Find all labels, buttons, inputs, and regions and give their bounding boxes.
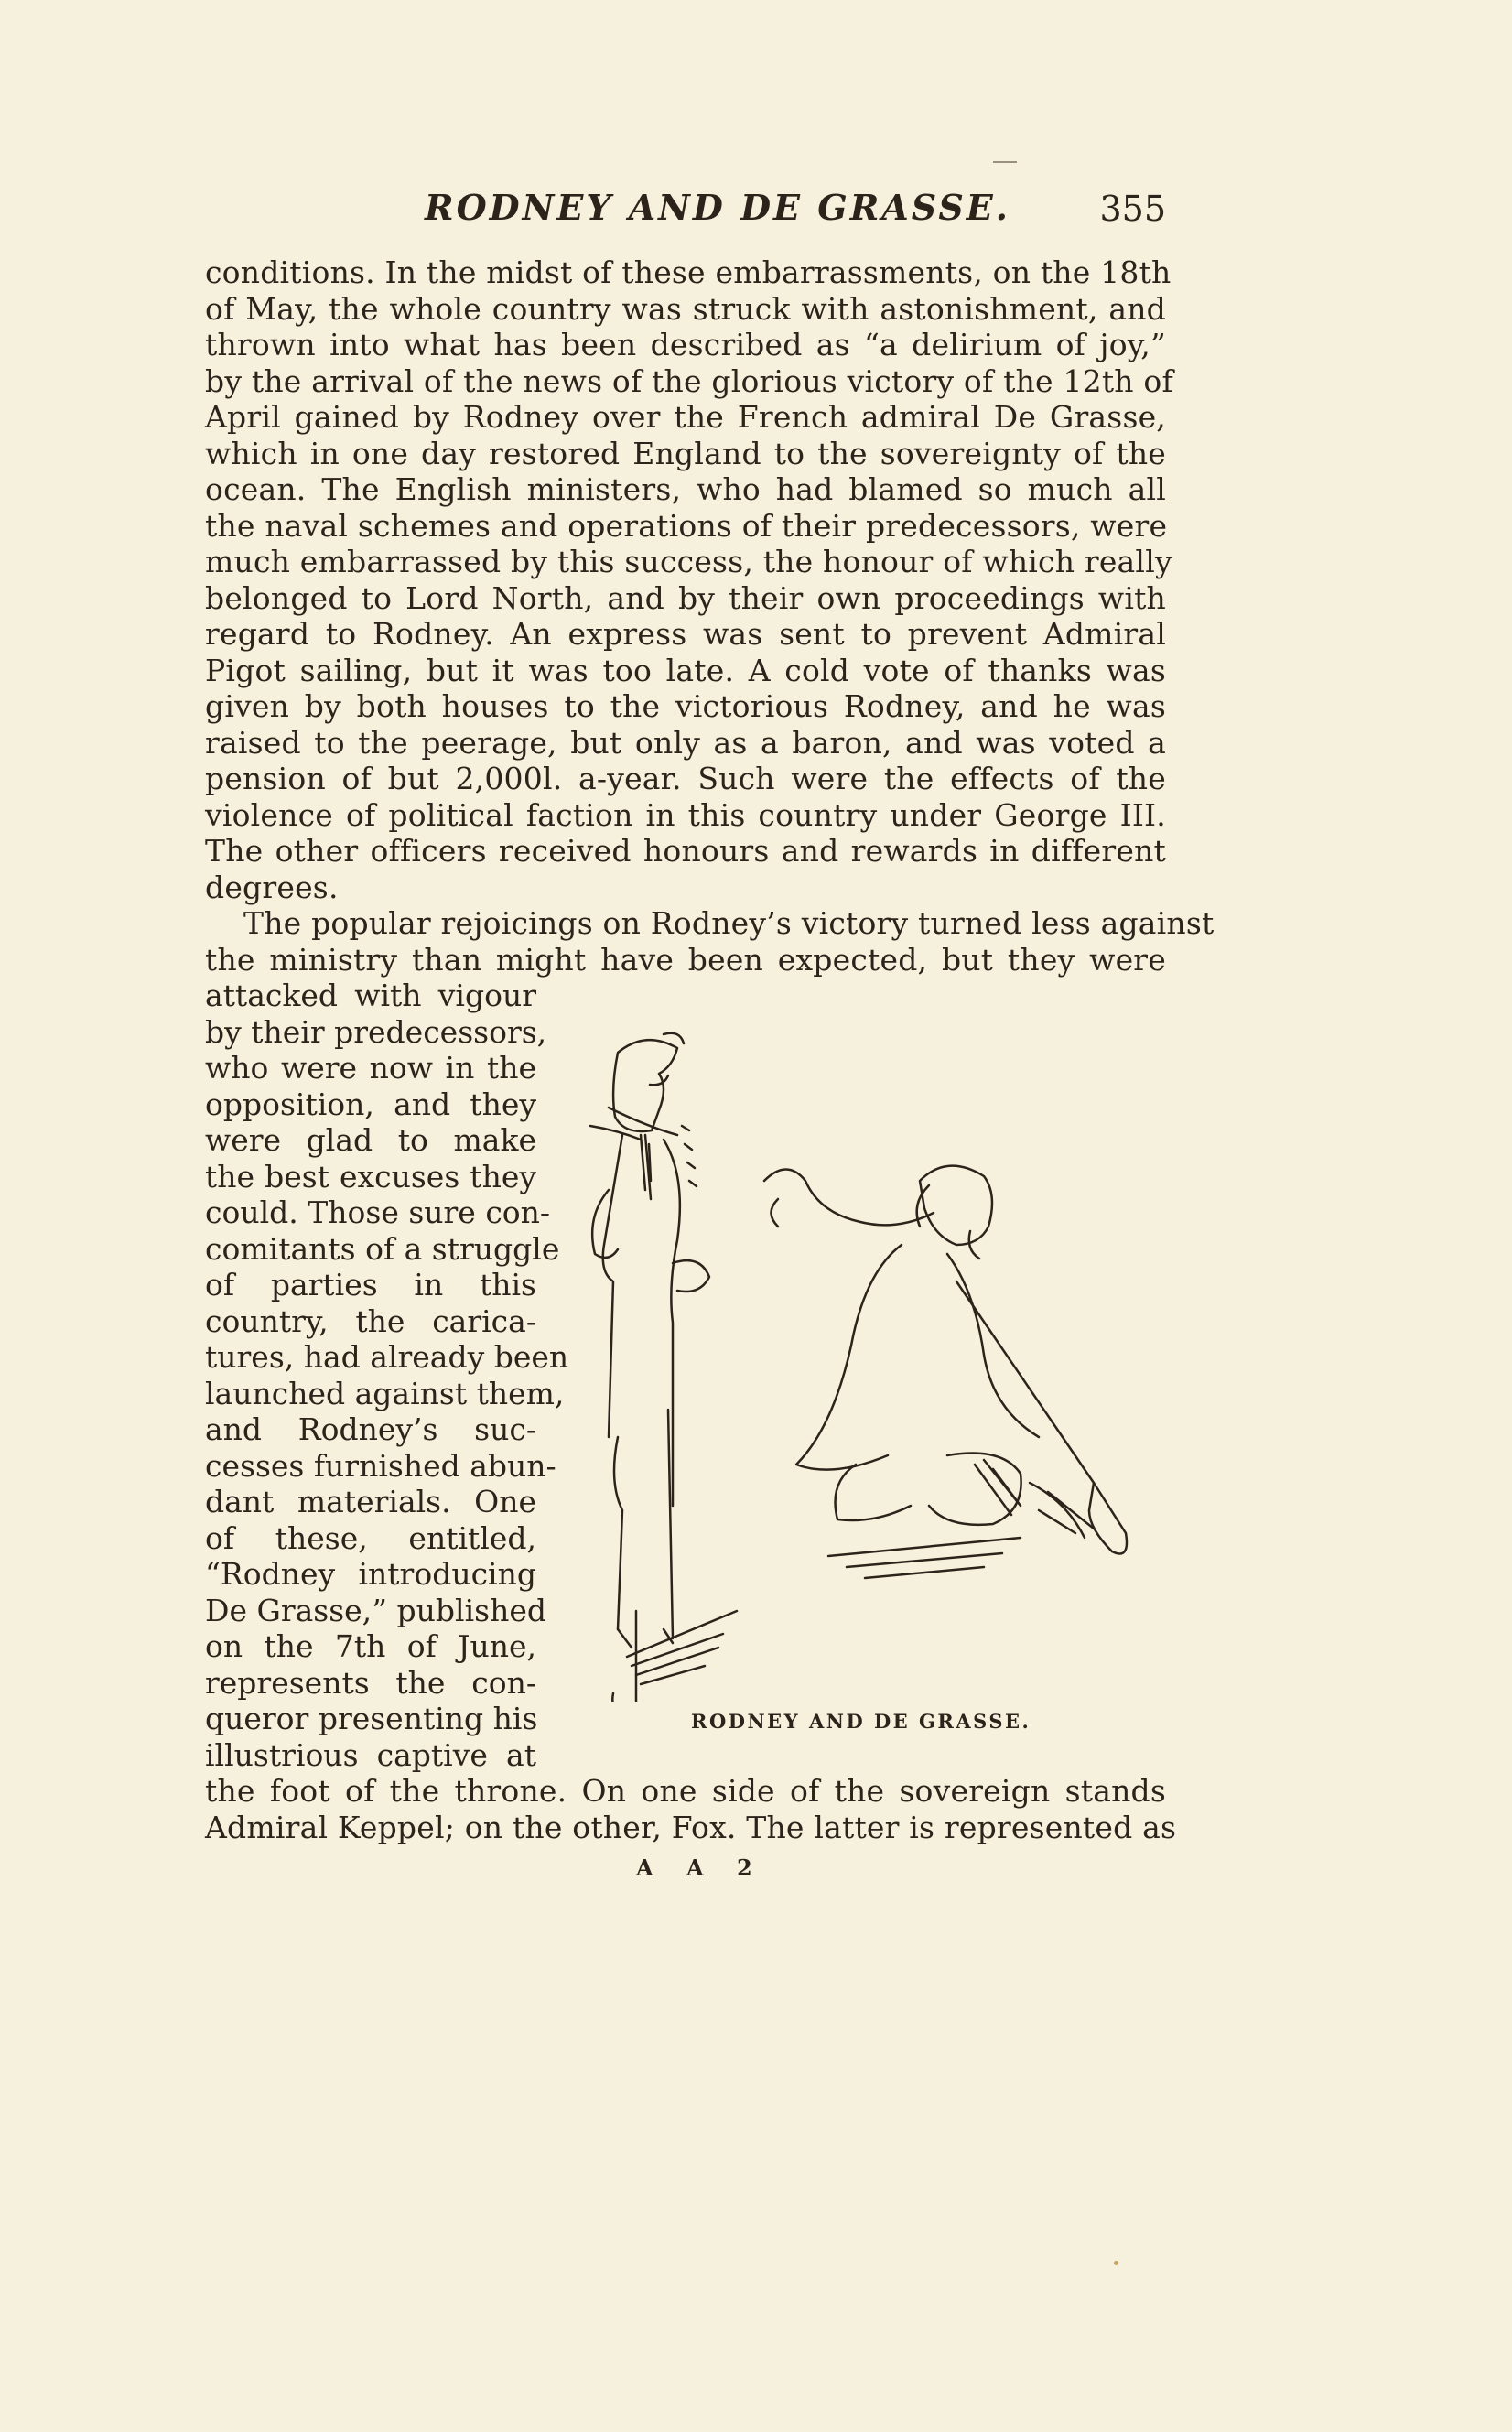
text-line: of parties in this: [205, 1267, 536, 1302]
text-line: country, the carica-: [205, 1303, 536, 1339]
signature-mark: A A 2: [636, 1854, 765, 1881]
text-line: on the 7th of June,: [205, 1628, 536, 1664]
text-line: by their predecessors,: [205, 1014, 547, 1050]
text-line: the best excuses they: [205, 1159, 536, 1194]
caricature-illustration: [554, 998, 1176, 1702]
text-line: comitants of a struggle: [205, 1231, 560, 1267]
text-line: pension of but 2,000l. a-year. Such were the effects of the: [205, 761, 1166, 796]
text-line: Admiral Keppel; on the other, Fox. The latter is represented as: [205, 1810, 1177, 1845]
text-line: queror presenting his: [205, 1701, 538, 1736]
text-line: of May, the whole country was struck with astonishment, and: [205, 291, 1166, 327]
text-line: much embarrassed by this success, the honour of which really: [205, 544, 1172, 579]
ink-mark: [993, 161, 1017, 163]
text-line: De Grasse,” published: [205, 1593, 546, 1628]
text-line: The popular rejoicings on Rodney’s victory turned less against: [243, 905, 1215, 941]
text-line: given by both houses to the victorious Rodney, and he was: [205, 688, 1166, 724]
text-line: the foot of the throne. On one side of the sovereign stands: [205, 1773, 1166, 1809]
text-line: attacked with vigour: [205, 978, 536, 1013]
running-title: RODNEY AND DE GRASSE.: [425, 187, 1010, 228]
figure-caption: RODNEY AND DE GRASSE.: [691, 1710, 1031, 1733]
text-line: “Rodney introducing: [205, 1556, 536, 1592]
text-line: degrees.: [205, 870, 339, 905]
page-number: 355: [1099, 189, 1166, 229]
text-line: thrown into what has been described as “a delirium of joy,”: [205, 327, 1166, 362]
page-header: [205, 183, 1166, 238]
text-line: the naval schemes and operations of their predecessors, were: [205, 508, 1168, 544]
text-line: represents the con-: [205, 1665, 536, 1701]
text-line: conditions. In the midst of these embarrassments, on the 18th: [205, 254, 1172, 290]
text-line: violence of political faction in this country under George III.: [205, 797, 1166, 833]
text-line: The other officers received honours and rewards in different: [205, 833, 1166, 869]
text-line: who were now in the: [205, 1050, 536, 1086]
text-line: by the arrival of the news of the glorious victory of the 12th of: [205, 363, 1173, 399]
text-line: tures, had already been: [205, 1339, 569, 1375]
text-line: illustrious captive at: [205, 1737, 536, 1773]
text-line: ocean. The English ministers, who had blamed so much all: [205, 471, 1166, 507]
text-line: Pigot sailing, but it was too late. A cold vote of thanks was: [205, 653, 1166, 688]
text-line: were glad to make: [205, 1122, 536, 1158]
text-line: raised to the peerage, but only as a baron, and was voted a: [205, 725, 1166, 761]
text-line: dant materials. One: [205, 1484, 536, 1519]
text-line: regard to Rodney. An express was sent to prevent Admiral: [205, 616, 1166, 652]
text-line: cesses furnished abun-: [205, 1448, 556, 1484]
text-line: the ministry than might have been expected, but they were: [205, 942, 1166, 978]
ink-spot: [1114, 2261, 1118, 2265]
text-line: opposition, and they: [205, 1086, 536, 1122]
text-line: April gained by Rodney over the French admiral De Grasse,: [205, 399, 1166, 435]
text-line: which in one day restored England to the sovereignty of the: [205, 436, 1166, 471]
text-line: of these, entitled,: [205, 1520, 536, 1556]
text-line: could. Those sure con-: [205, 1194, 551, 1230]
text-line: launched against them,: [205, 1376, 565, 1411]
text-line: and Rodney’s suc-: [205, 1411, 536, 1447]
text-line: belonged to Lord North, and by their own proceedings with: [205, 580, 1166, 616]
